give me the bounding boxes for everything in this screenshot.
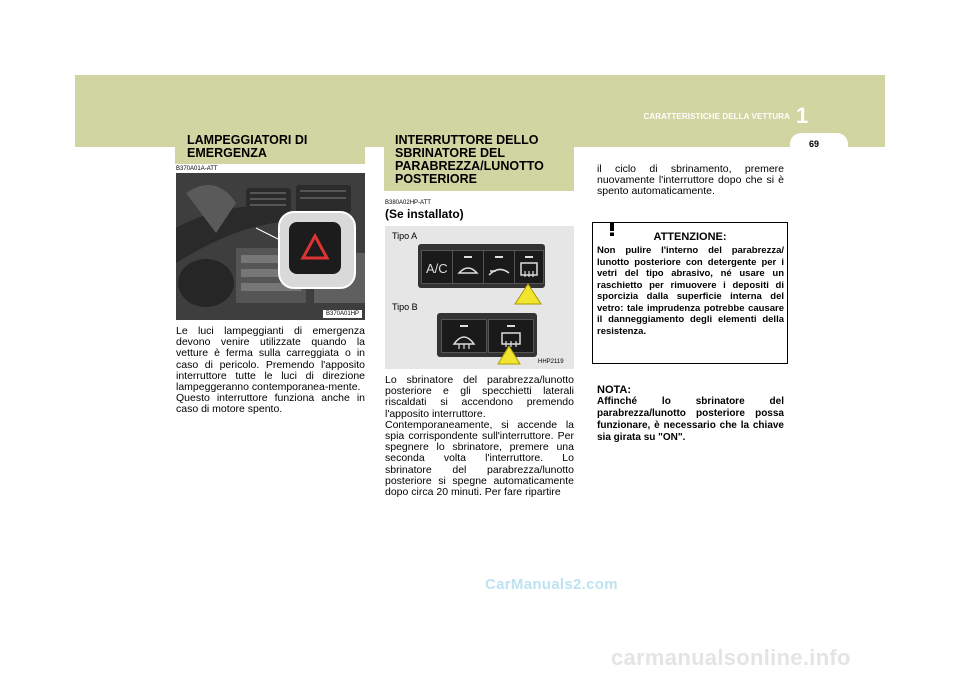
note-title: NOTA: <box>597 384 632 396</box>
type-b-switch-panel <box>437 313 537 357</box>
hazard-switch-photo <box>176 173 365 320</box>
middle-section-title: INTERRUTTORE DELLO SBRINATORE DEL PARABREZZA/LUNOTTO POSTERIORE <box>395 133 544 186</box>
warning-text: Non pulire l'interno del parabrezza/ lunotto posteriore con detergente per i vetri del tipo abrasivo, né usare un raschietto per rimuovere i depositi di sporcizia dalla superficie interna del vetro: tale imprudenza potrebbe causare il danneggiamento degli elementi della resistenza. <box>597 245 784 337</box>
middle-body-paragraph-2: Contemporaneamente, si accende la spia corrispondente sull'interruttore. Per spegnere lo sbrinatore, premere una seconda volta l'interruttore. Lo sbrinatore del parabrezza/lunotto posteriore si spegne automaticamente dopo circa 20 minuti. Per fare ripartire <box>385 418 574 499</box>
ac-button-label: A/C <box>426 261 448 276</box>
figure-caption: HHP2119 <box>535 358 567 366</box>
fresh-air-button <box>483 250 515 284</box>
hazard-button-callout <box>278 211 356 289</box>
left-section-header <box>175 131 365 164</box>
left-body-text <box>176 326 365 416</box>
watermark-carmanuals2: CarManuals2.com <box>485 576 618 593</box>
type-a-arrow-icon <box>513 282 543 306</box>
rear-defroster-button-a <box>514 250 544 284</box>
right-body-text: il ciclo di sbrinamento, premere nuovamente l'interruttore dopo che si è spento automaticamente. <box>597 163 784 198</box>
chapter-number: 1 <box>796 103 809 128</box>
left-photo-caption: B370A01HP <box>323 310 362 318</box>
type-a-label: Tipo A <box>392 231 418 241</box>
hazard-triangle-icon <box>289 222 341 274</box>
recirculation-icon <box>453 251 483 283</box>
left-section-code: B370A01A-ATT <box>176 166 218 172</box>
middle-section-code: B380A02HP-ATT <box>385 200 431 206</box>
type-b-label: Tipo B <box>392 302 418 312</box>
ac-button <box>421 250 453 284</box>
middle-section-header <box>384 131 574 191</box>
middle-body-text <box>385 375 574 498</box>
left-body-paragraph-2: Questo interruttore funziona anche in caso di motore spento. <box>176 392 365 416</box>
warning-title: ATTENZIONE: <box>653 231 727 243</box>
middle-body-paragraph: Lo sbrinatore del parabrezza/lunotto posteriore e gli specchietti laterali riscaldati si accendono premendo l'apposito interruttore. <box>385 374 574 420</box>
rear-defroster-icon <box>515 251 543 283</box>
front-defroster-button <box>441 319 487 353</box>
hazard-button <box>289 222 341 274</box>
note-text: Affinché lo sbrinatore del parabrezza/lunotto posteriore possa funzionare, è necessario che la chiave sia girata su "ON". <box>597 396 784 443</box>
recirculation-button <box>452 250 484 284</box>
fresh-air-icon <box>484 251 514 283</box>
chapter-title: CARATTERISTICHE DELLA VETTURA <box>643 112 790 121</box>
watermark-carmanualsonline: carmanualsonline.info <box>611 645 851 670</box>
middle-subheading: (Se installato) <box>385 207 464 221</box>
front-defroster-icon <box>442 320 486 352</box>
defroster-figure <box>385 226 574 369</box>
page-number: 69 <box>808 139 819 149</box>
left-section-title: LAMPEGGIATORI DI EMERGENZA <box>187 133 308 160</box>
type-b-arrow-icon <box>496 344 522 366</box>
left-body-paragraph: Le luci lampeggianti di emergenza devono venire utilizzate quando la vetture è ferma sulla carreggiata o in caso di pericolo. Premendo l'apposito interruttore tutte le luci di direzione lampeggeranno contemporanea-mente. <box>176 325 365 394</box>
